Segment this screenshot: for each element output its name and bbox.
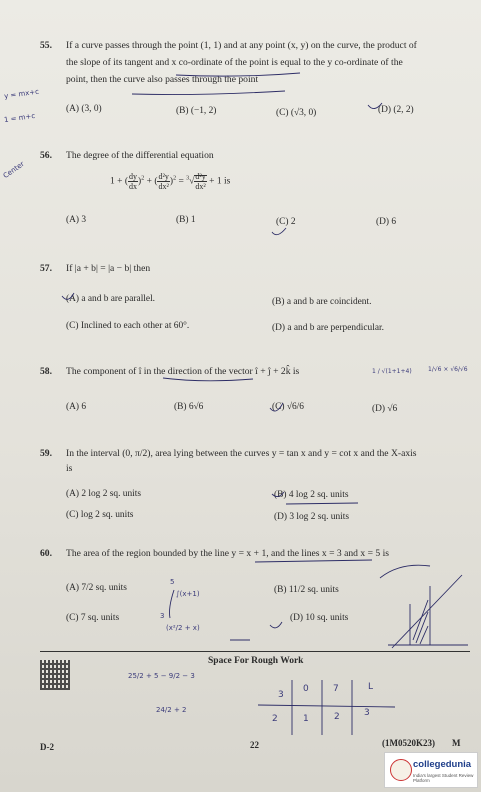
option-a: (A) 7/2 sq. units [66,583,127,593]
rough-calc-1: 25/2 + 5 − 9/2 − 3 [128,672,195,680]
question-number: 59. [40,448,52,459]
option-b: (B) (−1, 2) [176,106,217,116]
graph-line [392,575,462,648]
question-text: The area of the region bounded by the line y = x + 1, and the lines x = 3 and x = 5 is [66,548,389,559]
underline-q58 [163,378,253,381]
margin-note-3: Center [1,159,26,181]
question-number: 56. [40,150,52,161]
rough-table-cell: 1 [303,714,309,724]
tick-q55-d [368,103,382,109]
tick-q60-d [270,622,282,628]
tick-q59-b [272,492,284,497]
option-b: (B) 11/2 sq. units [274,585,339,595]
footer-page-code: D-2 [40,742,54,752]
question-text: If a curve passes through the point (1, 1) and at any point (x, y) on the curve, the product of the slope of its tangent and x co-ordinate of the point is equal to the y co-ordinate of the point, then the curve also passes through the point [66,40,417,85]
collegedunia-logo [384,752,478,788]
option-d: (D) (2, 2) [378,105,414,115]
rough-table-cell: 3 [364,708,370,718]
underline-q55-1 [176,73,300,76]
rough-table-cell: L [368,682,374,692]
q58-note-2: 1/√6 × √6/√6 [428,366,468,373]
underline-q55-2 [132,91,285,95]
tick-q57-a [62,293,74,299]
option-a: (A) 3 [66,215,87,225]
rough-table-cell: 2 [334,712,340,722]
question-text: The degree of the differential equation [66,150,214,161]
rough-calc-2: 24/2 + 2 [156,706,187,714]
option-c: (C) 2 [276,217,296,227]
logo-tagline: India's largest Student Review Platform [413,773,474,783]
option-c: (C) log 2 sq. units [66,510,134,520]
rough-work-label: Space For Rough Work [208,656,304,666]
question-text: If |a + b| = |a − b| then [66,263,151,274]
q60-lower-bound: 3 [160,612,165,620]
underline-q60 [255,560,372,562]
rough-table-cell: 2 [272,714,278,724]
question-text: The component of î in the direction of the vector î + ĵ + 2k̂ is [66,366,300,377]
margin-note-2: 1 = m+c [3,111,36,125]
tick-q58-c [270,403,283,411]
graph-curve [380,565,430,578]
option-b: (B) 6√6 [174,402,204,412]
option-d: (D) √6 [372,404,398,414]
option-d: (D) 3 log 2 sq. units [274,512,349,522]
q60-integral: ∫(x+1) [176,590,200,598]
option-c: (C) Inclined to each other at 60°. [66,321,190,331]
rough-table-cell: 3 [278,690,284,700]
option-c: (C) √6/6 [272,402,304,412]
option-d: (D) 10 sq. units [290,613,349,623]
question-number: 58. [40,366,52,377]
option-b: (B) a and b are coincident. [272,297,372,307]
option-c: (C) 7 sq. units [66,613,120,623]
footer-suffix: M [452,738,461,748]
logo-name: collegedunia [413,759,472,770]
option-b: (B) 4 log 2 sq. units [274,490,349,500]
graph-shading [413,600,428,644]
option-a: (A) a and b are parallel. [66,294,156,304]
footer-paper-code: (1M0520K23) [382,738,435,748]
integral-sign [170,590,175,618]
option-a: (A) (3, 0) [66,104,102,114]
option-b: (B) 1 [176,215,196,225]
rough-table-cell: 7 [333,684,339,694]
question-number: 55. [40,40,52,51]
differential-equation: 1 + ( $\frac{dy}{dx}$ )$^2$ + ( $\frac{\text{d²y}}{\text{dx²}}$ )$^2$ = $^3$√ $\frac{\text{d²y}}{\text{dx²}}$ + 1 is [110,172,231,191]
logo-mascot-icon [390,759,412,781]
option-a: (A) 6 [66,402,87,412]
margin-note-1: y = mx+c [3,87,40,101]
q58-note-1: 1 / √(1+1+4) [372,368,412,375]
option-c: (C) (√3, 0) [276,108,317,118]
footer-page-number: 22 [250,740,259,750]
rough-table-hline [258,705,395,707]
q60-work: (x²/2 + x) [166,624,200,632]
question-number: 57. [40,263,52,274]
option-d: (D) a and b are perpendicular. [272,323,384,333]
underline-q59-b [286,503,358,504]
option-d: (D) 6 [376,217,397,227]
question-text: In the interval (0, π/2), area lying between the curves y = tan x and y = cot x and the X-axis is [66,448,417,474]
q60-upper-bound: 5 [170,578,175,586]
rough-table-cell: 0 [303,684,309,694]
tick-q56-c [272,228,286,235]
question-number: 60. [40,548,52,559]
option-a: (A) 2 log 2 sq. units [66,489,141,499]
